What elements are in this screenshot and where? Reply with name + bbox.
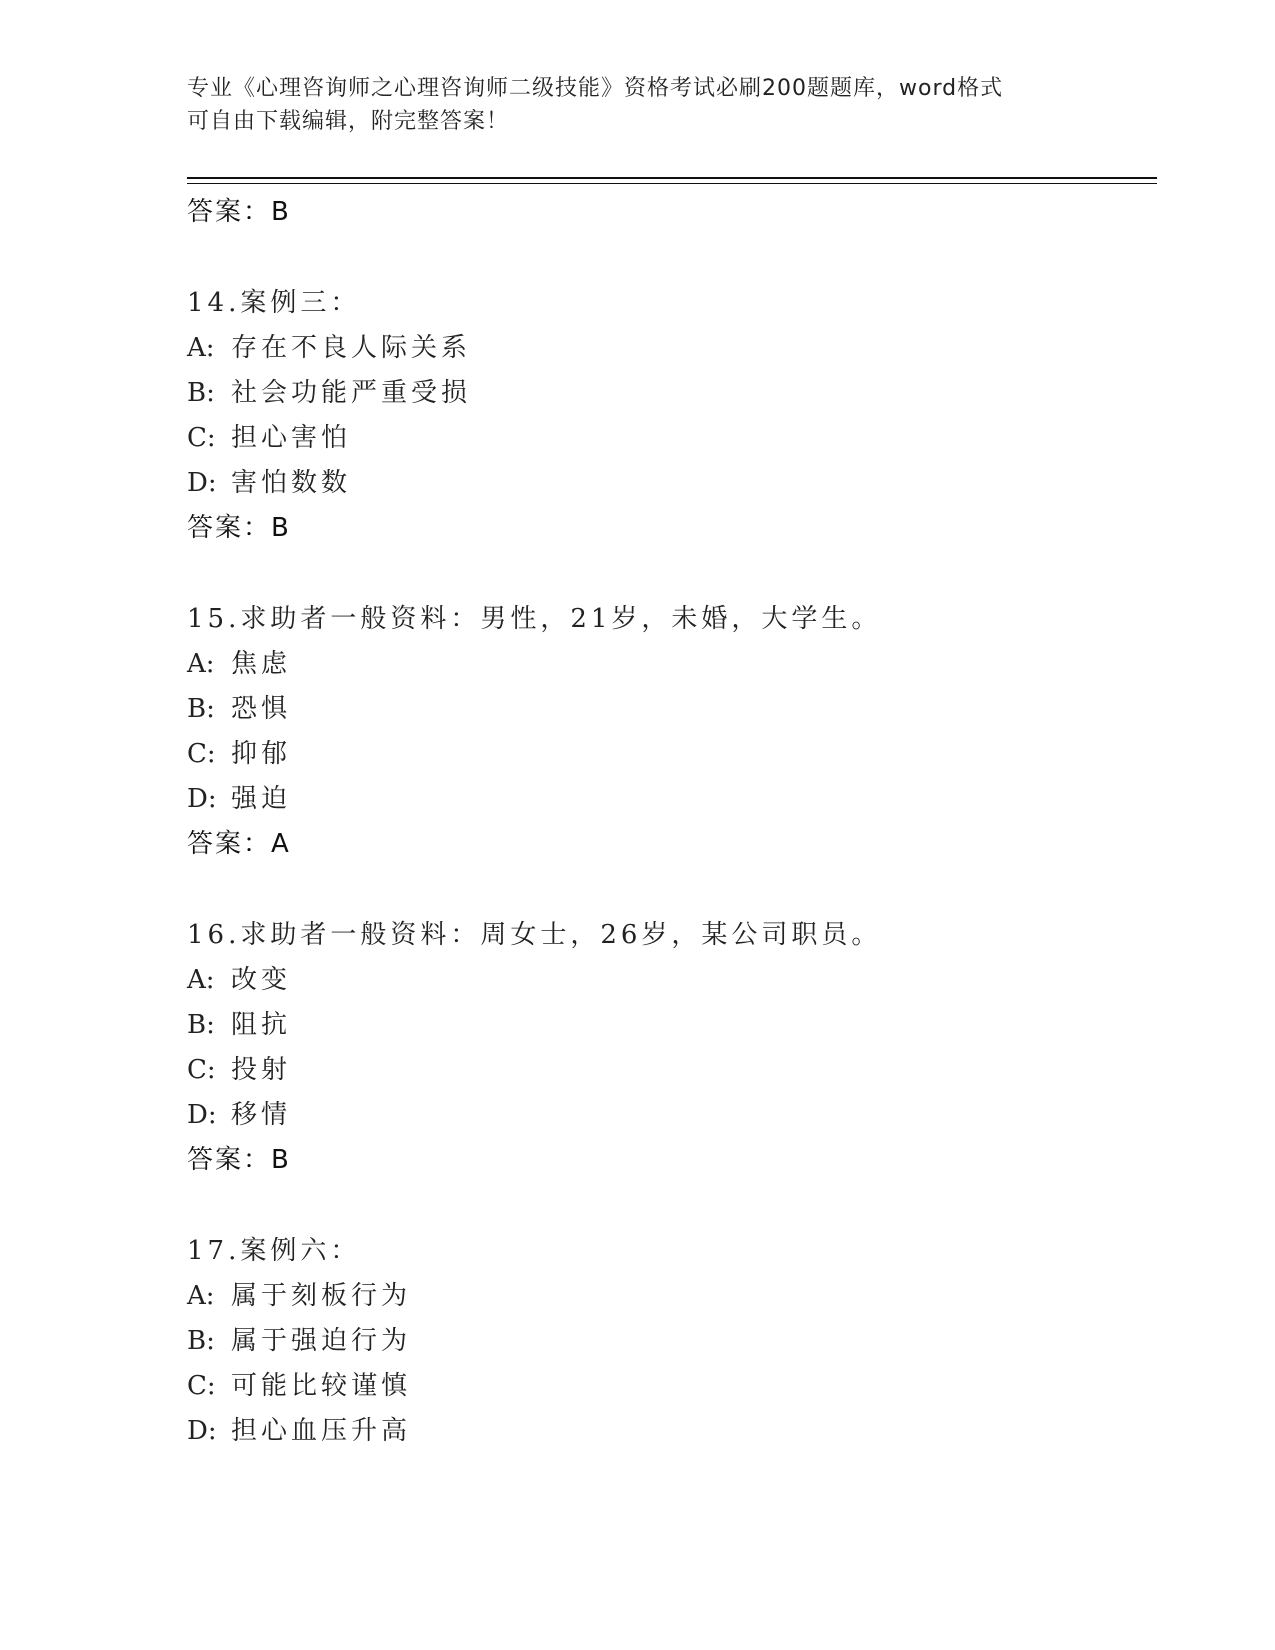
option-item bbox=[187, 1319, 1147, 1364]
question-block bbox=[187, 281, 1147, 551]
header-title-line-2: 可自由下载编辑，附完整答案！ bbox=[187, 109, 510, 134]
option-text: 改变 bbox=[231, 965, 292, 995]
option-key: C: bbox=[187, 1055, 216, 1085]
option-key: B: bbox=[187, 1326, 215, 1356]
option-key: A: bbox=[187, 1281, 215, 1311]
answer-line: 答案：A bbox=[187, 829, 291, 859]
option-key: C: bbox=[187, 1371, 216, 1401]
header-divider-thin bbox=[187, 183, 1157, 184]
option-text: 阻抗 bbox=[231, 1010, 292, 1040]
answer-line: 答案：B bbox=[187, 197, 291, 227]
question-stem: 17.案例六： bbox=[187, 1236, 361, 1266]
option-key: D: bbox=[187, 1416, 217, 1446]
option-item bbox=[187, 1364, 1147, 1409]
header-divider-thick bbox=[187, 177, 1157, 179]
option-text: 投射 bbox=[231, 1055, 292, 1085]
option-text: 存在不良人际关系 bbox=[231, 333, 472, 363]
option-text: 属于刻板行为 bbox=[231, 1281, 412, 1311]
option-text: 移情 bbox=[231, 1100, 292, 1130]
option-key: A: bbox=[187, 965, 215, 995]
option-item bbox=[187, 642, 1147, 687]
option-key: A: bbox=[187, 649, 215, 679]
question-stem: 15.求助者一般资料：男性，21岁，未婚，大学生。 bbox=[187, 604, 882, 634]
question-block bbox=[187, 913, 1147, 1183]
option-item bbox=[187, 777, 1147, 822]
block-spacer bbox=[187, 867, 1147, 913]
option-text: 强迫 bbox=[231, 784, 292, 814]
option-text: 害怕数数 bbox=[231, 468, 352, 498]
option-key: D: bbox=[187, 468, 217, 498]
question-block bbox=[187, 1229, 1147, 1454]
option-text: 社会功能严重受损 bbox=[231, 378, 472, 408]
answer-line: 答案：B bbox=[187, 1145, 291, 1175]
option-item bbox=[187, 1409, 1147, 1454]
option-item bbox=[187, 326, 1147, 371]
question-stem: 16.求助者一般资料：周女士，26岁，某公司职员。 bbox=[187, 920, 882, 950]
option-key: D: bbox=[187, 1100, 217, 1130]
option-item bbox=[187, 687, 1147, 732]
option-text: 属于强迫行为 bbox=[231, 1326, 412, 1356]
option-key: A: bbox=[187, 333, 215, 363]
option-key: B: bbox=[187, 694, 215, 724]
option-item bbox=[187, 1048, 1147, 1093]
option-item bbox=[187, 1003, 1147, 1048]
block-spacer bbox=[187, 1183, 1147, 1229]
question-stem: 14.案例三： bbox=[187, 288, 361, 318]
option-text: 焦虑 bbox=[231, 649, 292, 679]
header-title-line-1: 专业《心理咨询师之心理咨询师二级技能》资格考试必刷200题题库，word格式 bbox=[187, 76, 1004, 101]
document-header bbox=[187, 72, 1087, 138]
option-key: D: bbox=[187, 784, 217, 814]
option-item bbox=[187, 732, 1147, 777]
option-text: 担心害怕 bbox=[231, 423, 352, 453]
option-item bbox=[187, 1274, 1147, 1319]
option-key: C: bbox=[187, 739, 216, 769]
option-item bbox=[187, 371, 1147, 416]
option-item bbox=[187, 461, 1147, 506]
option-text: 可能比较谨慎 bbox=[231, 1371, 412, 1401]
question-block bbox=[187, 597, 1147, 867]
option-text: 抑郁 bbox=[231, 739, 292, 769]
option-item bbox=[187, 416, 1147, 461]
option-key: B: bbox=[187, 378, 215, 408]
option-text: 恐惧 bbox=[231, 694, 292, 724]
option-key: B: bbox=[187, 1010, 215, 1040]
question-list bbox=[187, 190, 1147, 1454]
option-item bbox=[187, 1093, 1147, 1138]
block-spacer bbox=[187, 235, 1147, 281]
option-item bbox=[187, 958, 1147, 1003]
block-spacer bbox=[187, 551, 1147, 597]
option-text: 担心血压升高 bbox=[231, 1416, 412, 1446]
answer-line: 答案：B bbox=[187, 513, 291, 543]
option-key: C: bbox=[187, 423, 216, 453]
